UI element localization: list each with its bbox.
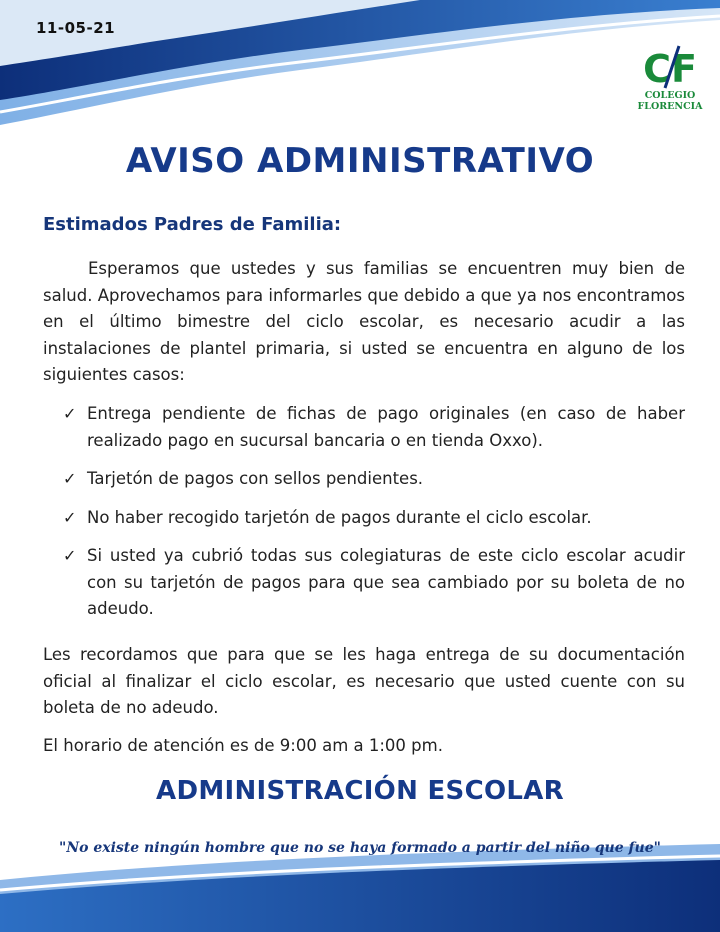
logo-monogram: CF	[643, 47, 697, 90]
requirements-list	[63, 401, 685, 635]
intro-paragraph: Esperamos que ustedes y sus familias se encuentren muy bien de salud. Aprovechamos para informarles que debido a que ya nos encontramos en el último bimestre del ciclo escolar, es necesario acudir a las instalaciones de plantel primaria, si usted se encuentra en alguno de los siguientes casos:	[43, 259, 685, 384]
cf-monogram-icon	[639, 44, 701, 90]
closing-quote: "No existe ningún hombre que no se haya formado a partir del niño que fue"	[59, 840, 661, 856]
greeting: Estimados Padres de Familia:	[43, 214, 342, 235]
colegio-florencia-logo	[632, 44, 708, 112]
check-icon: ✓	[63, 546, 77, 565]
notice-title: AVISO ADMINISTRATIVO	[125, 141, 595, 181]
list-item-text: Entrega pendiente de fichas de pago originales (en caso de haber realizado pago en sucursal bancaria o en tienda Oxxo).	[87, 404, 685, 450]
signature: ADMINISTRACIÓN ESCOLAR	[156, 776, 564, 806]
list-item-text: No haber recogido tarjetón de pagos durante el ciclo escolar.	[87, 507, 592, 527]
check-icon: ✓	[63, 507, 77, 527]
list-item	[63, 505, 685, 532]
reminder-paragraph: Les recordamos que para que se les haga entrega de su documentación oficial al finalizar el ciclo escolar, es necesario que usted cuente con su boleta de no adeudo.	[43, 645, 685, 717]
list-item	[63, 543, 685, 623]
list-item	[63, 466, 685, 493]
list-item-text: Tarjetón de pagos con sellos pendientes.	[87, 469, 424, 488]
check-icon: ✓	[63, 469, 77, 488]
logo-line-1: COLEGIO	[644, 90, 696, 101]
list-item-text: Si usted ya cubrió todas sus colegiaturas de este ciclo escolar acudir con su tarjetón de pagos para que sea cambiado por su boleta de no adeudo.	[87, 546, 685, 618]
logo-line-2: FLORENCIA	[637, 101, 703, 112]
office-hours: El horario de atención es de 9:00 am a 1:00 pm.	[43, 736, 443, 755]
check-icon: ✓	[63, 404, 77, 423]
list-item	[63, 401, 685, 454]
document-date: 11-05-21	[36, 19, 116, 37]
